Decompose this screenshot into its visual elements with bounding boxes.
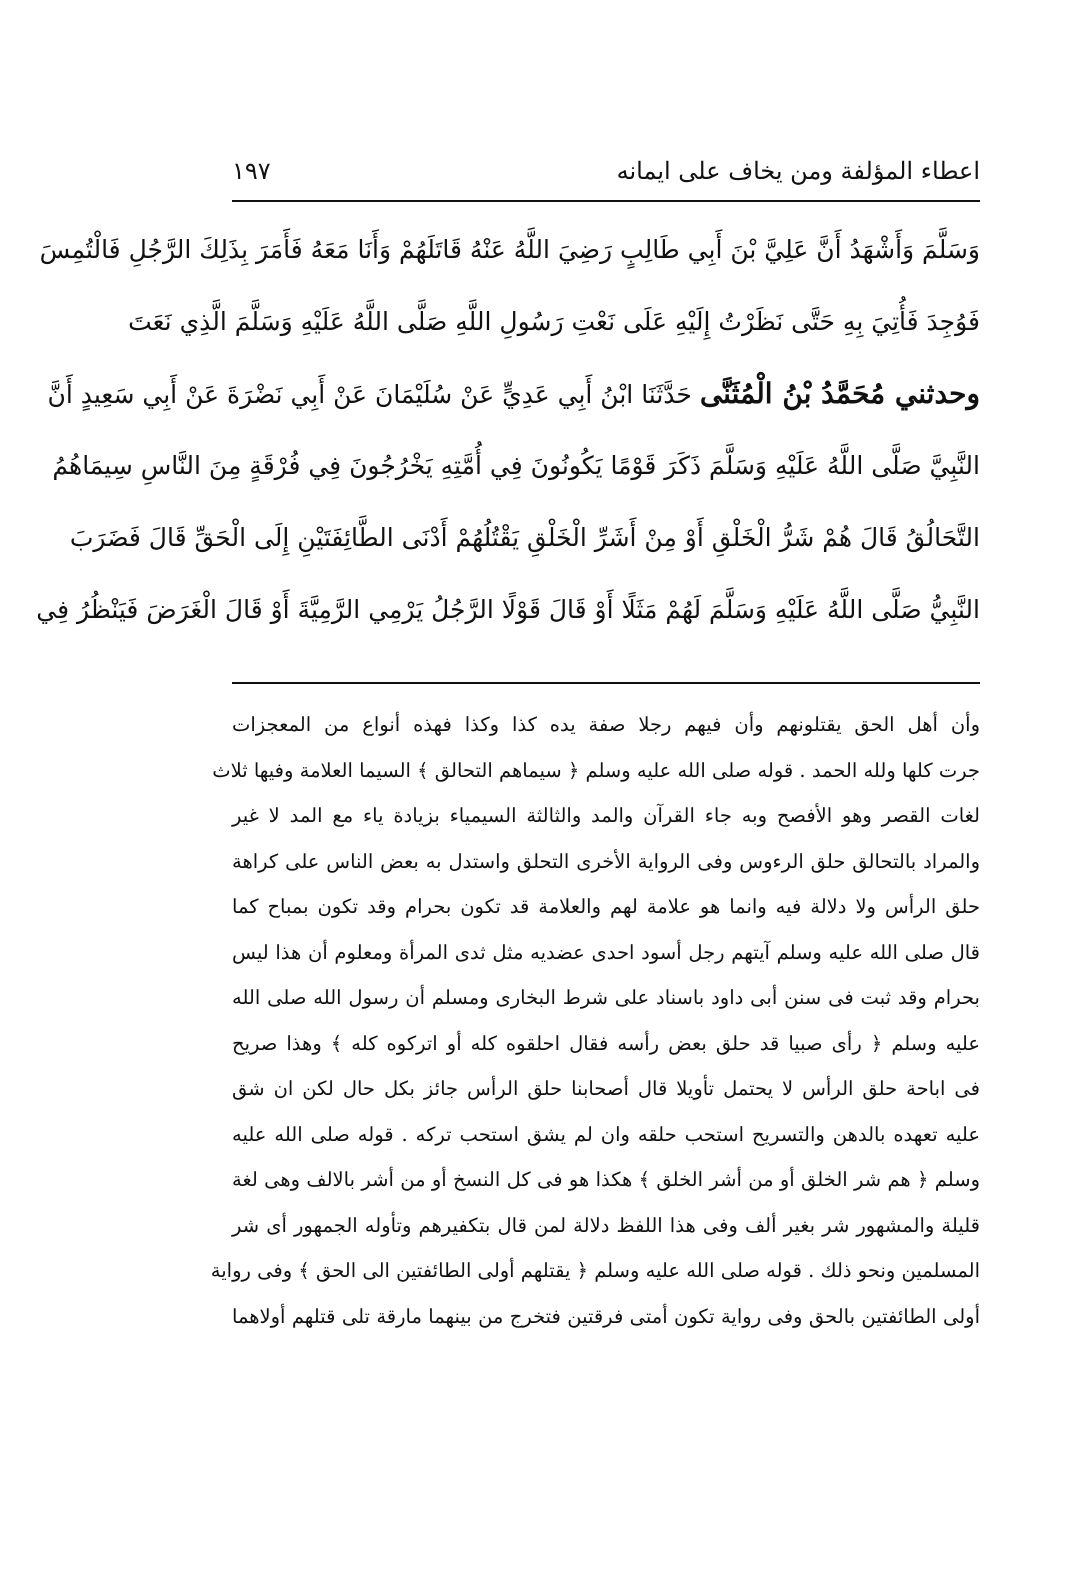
commentary-line: بحرام وقد ثبت فى سنن أبى داود باسناد على شرط البخارى ومسلم أن رسول الله صلى الله [232,986,980,1009]
hadith-line: النَّبِيُّ صَلَّى اللَّهُ عَلَيْهِ وَسَلَّمَ لَهُمْ مَثَلًا أَوْ قَالَ قَوْلًا الرَّجُلُ يَرْمِي الرَّمِيَّةَ أَوْ قَالَ الْغَرَضَ فَيَنْظُرُ فِي [36,595,980,624]
commentary-line: فى اباحة حلق الرأس لا يحتمل تأويلا قال أصحابنا حلق الرأس جائز بكل حال لكن ان شق [232,1077,980,1100]
commentary-line: قليلة والمشهور شر بغير ألف وفى هذا اللفظ دلالة لمن قال بتكفيرهم وتأوله الجمهور أى شر [232,1213,980,1237]
commentary-line: حلق الرأس ولا دلالة فيه وانما هو علامة لهم والعلامة قد تكون بحرام وقد تكون بمباح كما [232,895,980,918]
running-header [232,150,980,192]
header-rule [232,200,980,202]
commentary-line: المسلمين ونحو ذلك . قوله صلى الله عليه وسلم ﴿ يقتلهم أولى الطائفتين الى الحق ﴾ وفى رواية [210,1259,980,1282]
commentary-line: والمراد بالتحالق حلق الرءوس وفى الرواية الأخرى التحلق واستدل به بعض الناس على كراهة [232,849,980,873]
commentary-line: عليه تعهده بالدهن والتسريح استحب حلقه وان لم يشق استحب تركه . قوله صلى الله عليه [232,1122,980,1146]
commentary-line: قال صلى الله عليه وسلم آيتهم رجل أسود احدى عضديه مثل ثدى المرأة ومعلوم أن هذا ليس [232,940,980,964]
commentary-line: أولى الطائفتين بالحق وفى رواية تكون أمتى فرقتين فتخرج من بينهما مارقة تلى قتلهم أولاهما [232,1304,980,1328]
hadith-lead: وحدثني مُحَمَّدُ بْنُ الْمُثَنَّى [699,377,980,410]
commentary-line: لغات القصر وهو الأفصح وبه جاء القرآن والمد والثالثة السيمياء بزيادة ياء مع المد لا غير [232,804,980,827]
hadith-line [47,358,980,430]
hadith-text [36,214,980,646]
hadith-line: وَسَلَّمَ وَأَشْهَدُ أَنَّ عَلِيَّ بْنَ أَبِي طَالِبٍ رَضِيَ اللَّهُ عَنْهُ قَاتَلَهُمْ وَأَنَا مَعَهُ فَأَمَرَ بِذَلِكَ الرَّجُلِ فَالْتُمِسَ [39,235,980,264]
commentary-line: عليه وسلم ﴿ رأى صبيا قد حلق بعض رأسه فقال احلقوه كله أو اتركوه كله ﴾ وهذا صريح [232,1031,980,1055]
hadith-line: فَوُجِدَ فَأُتِيَ بِهِ حَتَّى نَظَرْتُ إِلَيْهِ عَلَى نَعْتِ رَسُولِ اللَّهِ صَلَّى اللَّهُ عَلَيْهِ وَسَلَّمَ الَّذِي نَعَتَ [128,307,980,336]
section-divider [232,682,980,684]
commentary-line: جرت كلها ولله الحمد . قوله صلى الله عليه وسلم ﴿ سيماهم التحالق ﴾ السيما العلامة وفيها ثلاث [212,758,980,782]
hadith-line: النَّبِيَّ صَلَّى اللَّهُ عَلَيْهِ وَسَلَّمَ ذَكَرَ قَوْمًا يَكُونُونَ فِي أُمَّتِهِ يَخْرُجُونَ فِي فُرْقَةٍ مِنَ النَّاسِ سِيمَاهُمُ [52,451,980,480]
page-number: ١٩٧ [232,157,271,185]
commentary-text [210,702,980,1339]
commentary-line: وأن أهل الحق يقتلونهم وأن فيهم رجلا صفة يده كذا وكذا فهذه أنواع من المعجزات [232,713,980,736]
commentary-line: وسلم ﴿ هم شر الخلق أو من أشر الخلق ﴾ هكذا هو فى كل النسخ أو من أشر بالالف وهى لغة [232,1168,980,1191]
hadith-line: التَّحَالُقُ قَالَ هُمْ شَرُّ الْخَلْقِ أَوْ مِنْ أَشَرِّ الْخَلْقِ يَقْتُلُهُمْ أَدْنَى الطَّائِفَتَيْنِ إِلَى الْحَقِّ قَالَ فَضَرَبَ [69,523,980,552]
header-title: اعطاء المؤلفة ومن يخاف على ايمانه [616,157,980,185]
hadith-line-rest: حَدَّثَنَا ابْنُ أَبِي عَدِيٍّ عَنْ سُلَيْمَانَ عَنْ أَبِي نَضْرَةَ عَنْ أَبِي سَعِيدٍ أَنَّ [47,380,692,409]
